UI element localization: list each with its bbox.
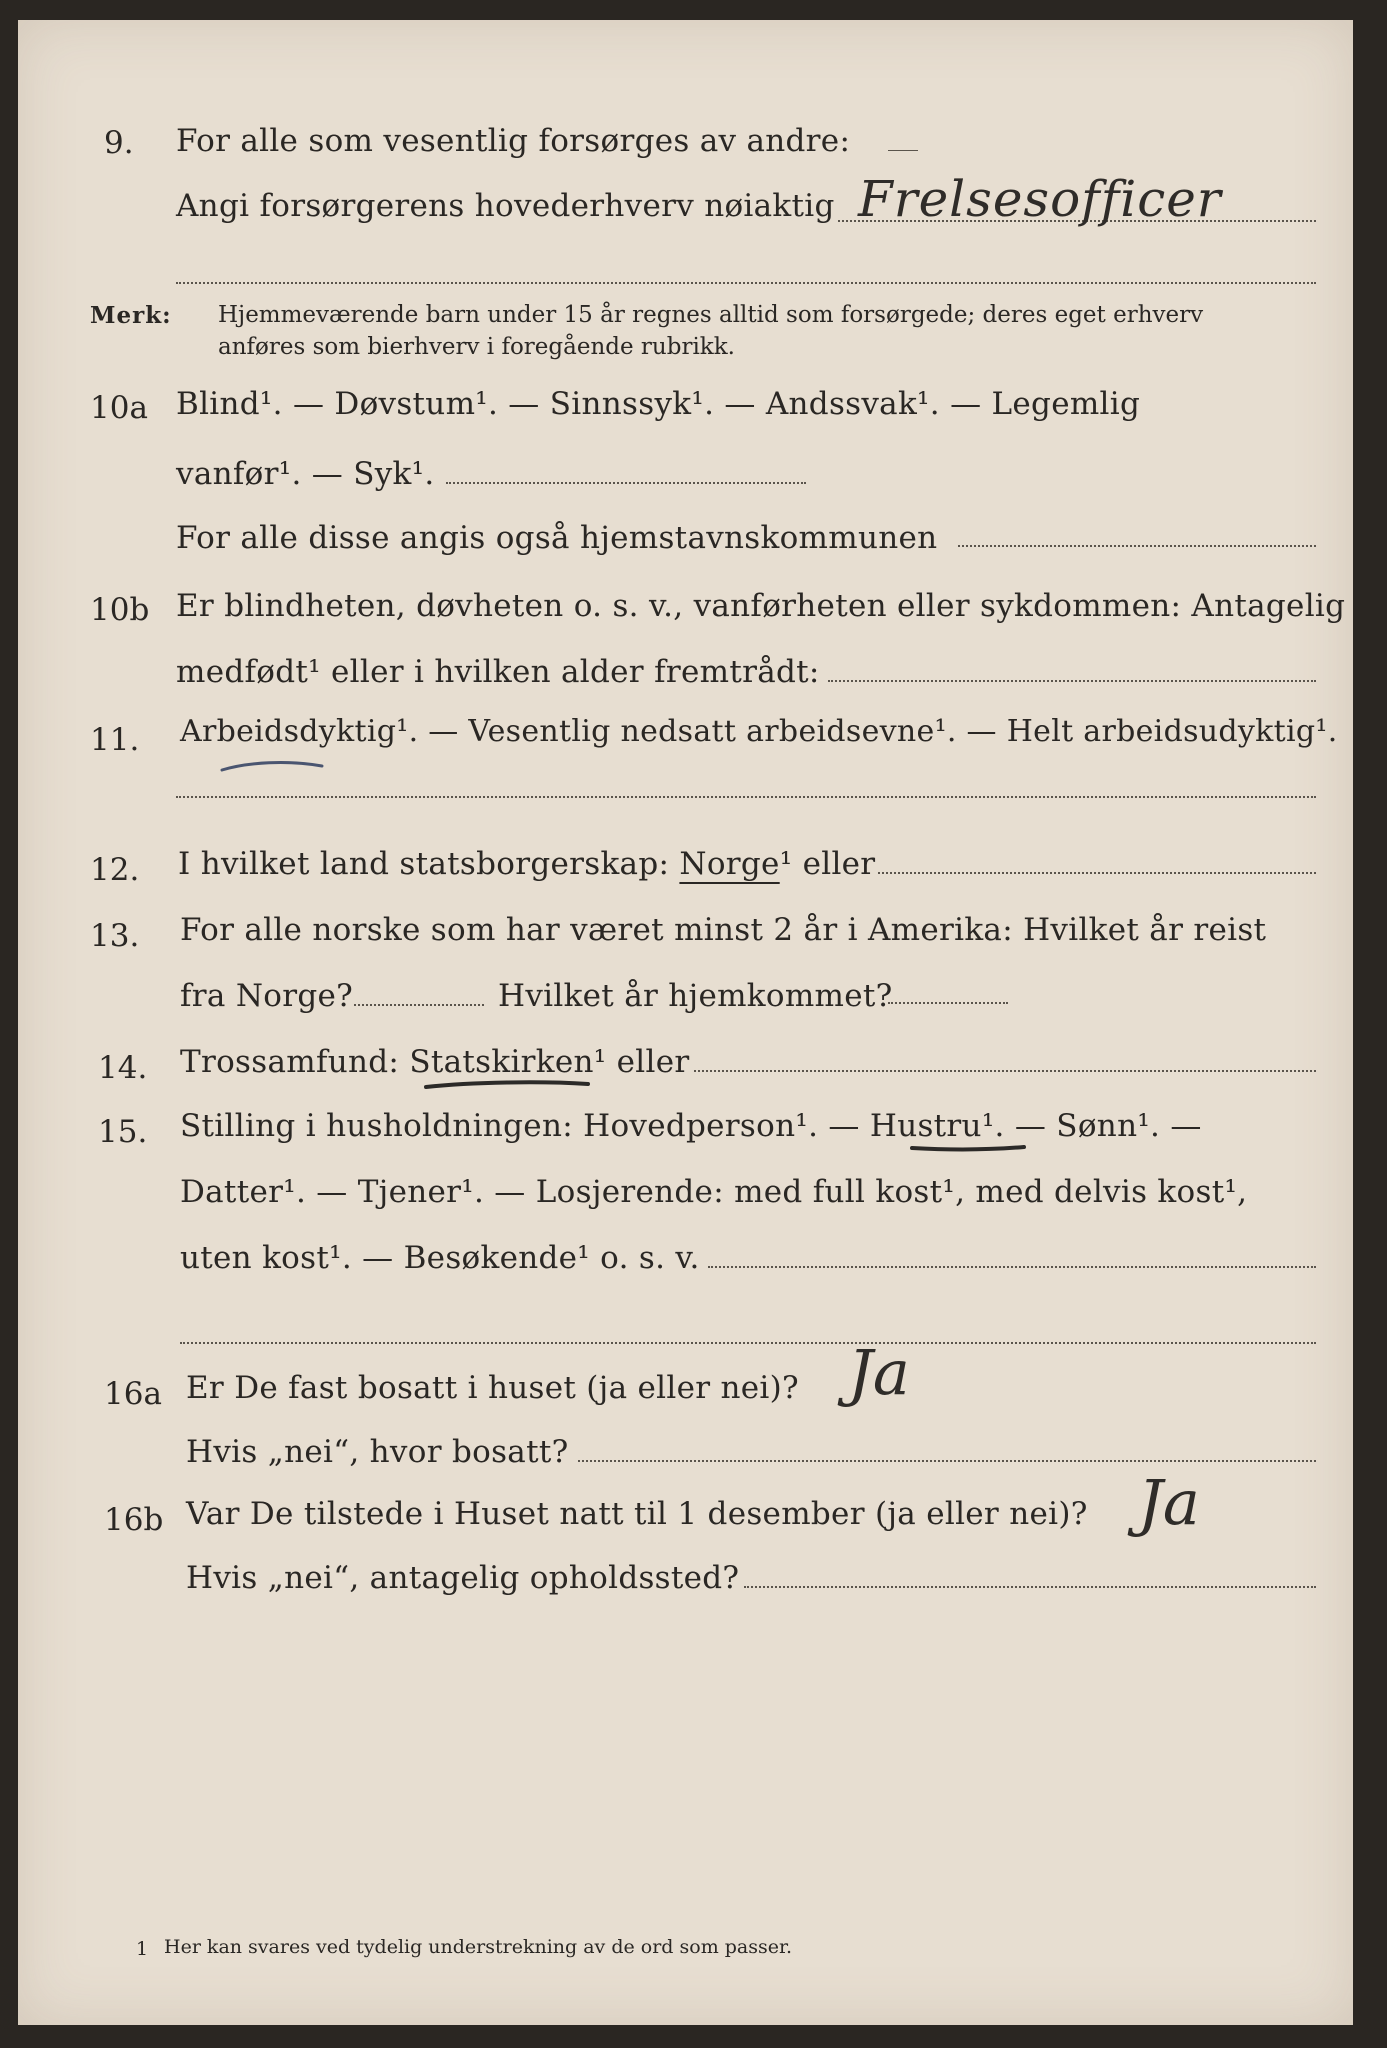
q10b-line1: Er blindheten, døvheten o. s. v., vanførheten eller sykdommen: Antagelig bbox=[176, 588, 1346, 624]
q11-extra-line bbox=[176, 796, 1316, 798]
q10b-number: 10b bbox=[90, 592, 150, 628]
q12-line bbox=[178, 846, 875, 882]
q16a-handwritten-answer: Ja bbox=[848, 1336, 910, 1409]
q15-line1 bbox=[180, 1108, 1202, 1144]
q9-line1-rule bbox=[888, 150, 918, 151]
q15-extra-line bbox=[180, 1342, 1316, 1344]
q10a-line1: Blind¹. — Døvstum¹. — Sinnssyk¹. — Andssvak¹. — Legemlig bbox=[176, 386, 1141, 422]
q13-year-return-dots bbox=[888, 1002, 1008, 1004]
q10a-line3-dots bbox=[958, 545, 1316, 547]
q16b-line2-dots bbox=[744, 1586, 1316, 1588]
q12-dots bbox=[878, 872, 1316, 874]
q14-statskirken: Statskirken bbox=[409, 1044, 594, 1080]
q11-number: 11. bbox=[90, 722, 140, 758]
q16a-number: 16a bbox=[104, 1376, 162, 1412]
q9-line1: For alle som vesentlig forsørges av andre: bbox=[176, 123, 851, 159]
q14-number: 14. bbox=[98, 1050, 148, 1086]
q14-post: ¹ eller bbox=[593, 1044, 690, 1080]
q15-hustru: Hustru bbox=[869, 1108, 982, 1144]
q16b-handwritten-answer: Ja bbox=[1138, 1466, 1200, 1539]
q14-dots bbox=[694, 1070, 1316, 1072]
merk-label: Merk: bbox=[90, 302, 172, 329]
q13-line1: For alle norske som har været minst 2 år i Amerika: Hvilket år reist bbox=[180, 912, 1267, 948]
q16b-line2: Hvis „nei“, antagelig opholdssted? bbox=[186, 1560, 740, 1596]
q12-norge: Norge bbox=[679, 846, 780, 882]
q11-pencil-underline bbox=[218, 758, 328, 778]
q14-pre: Trossamfund: bbox=[180, 1044, 400, 1080]
q16a-line2: Hvis „nei“, hvor bosatt? bbox=[186, 1434, 569, 1470]
q16b-line1: Var De tilstede i Huset natt til 1 desember (ja eller nei)? bbox=[186, 1496, 1088, 1532]
q10a-number: 10a bbox=[90, 390, 148, 426]
q16a-line2-dots bbox=[578, 1460, 1316, 1462]
q15-number: 15. bbox=[98, 1114, 148, 1150]
q10a-line3: For alle disse angis også hjemstavnskommunen bbox=[176, 520, 938, 556]
q15-line1b: ¹. — Sønn¹. — bbox=[981, 1108, 1202, 1144]
q15-line3-dots bbox=[708, 1266, 1316, 1268]
merk-line2: anføres som bierhverv i foregående rubrikk. bbox=[218, 334, 735, 360]
q10a-line2: vanfør¹. — Syk¹. bbox=[176, 456, 435, 492]
q15-hustru-underline bbox=[908, 1142, 1028, 1156]
q10b-line2-dots bbox=[828, 680, 1316, 682]
q9-line2: Angi forsørgerens hovederhverv nøiaktig bbox=[176, 188, 835, 224]
q13-year-left-dots bbox=[354, 1004, 484, 1006]
q15-line3: uten kost¹. — Besøkende¹ o. s. v. bbox=[180, 1240, 700, 1276]
q14-statskirken-underline bbox=[422, 1078, 592, 1092]
q13-number: 13. bbox=[90, 918, 140, 954]
q9-extra-line bbox=[176, 282, 1316, 284]
q15-line2: Datter¹. — Tjener¹. — Losjerende: med full kost¹, med delvis kost¹, bbox=[180, 1174, 1248, 1210]
q11-line1: Arbeidsdyktig¹. — Vesentlig nedsatt arbeidsevne¹. — Helt arbeidsudyktig¹. bbox=[180, 714, 1338, 749]
q13-line2b: Hvilket år hjemkommet? bbox=[498, 978, 893, 1014]
merk-line1: Hjemmeværende barn under 15 år regnes alltid som forsørgede; deres eget erhverv bbox=[218, 302, 1204, 328]
q15-line1a: Stilling i husholdningen: Hovedperson¹. — bbox=[180, 1108, 860, 1144]
q10b-line2: medfødt¹ eller i hvilken alder fremtrådt: bbox=[176, 654, 820, 690]
q16a-line1: Er De fast bosatt i huset (ja eller nei)? bbox=[186, 1370, 799, 1406]
q14-line bbox=[180, 1044, 690, 1080]
census-form-page bbox=[18, 20, 1353, 2025]
footnote-text: Her kan svares ved tydelig understrekning av de ord som passer. bbox=[164, 1936, 793, 1958]
footnote-mark: 1 bbox=[136, 1938, 149, 1960]
q9-handwritten-answer: Frelsesofficer bbox=[858, 170, 1222, 228]
q16b-number: 16b bbox=[104, 1502, 164, 1538]
q10a-line2-dots bbox=[446, 482, 806, 484]
q13-line2a: fra Norge? bbox=[180, 978, 354, 1014]
q12-number: 12. bbox=[90, 852, 140, 888]
q12-post: ¹ eller bbox=[779, 846, 876, 882]
q9-number: 9. bbox=[104, 125, 134, 161]
q12-pre: I hvilket land statsborgerskap: bbox=[178, 846, 670, 882]
